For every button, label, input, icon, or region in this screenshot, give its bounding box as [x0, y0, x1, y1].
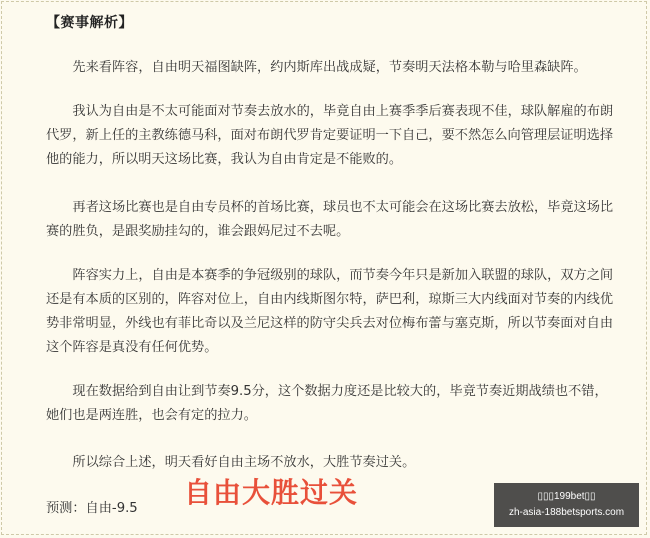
- paragraph-lineup: 先来看阵容，自由明天福图缺阵，约内斯库出战成疑，节奏明天法格本勒与哈里森缺阵。: [72, 60, 587, 75]
- watermark-url: zh-asia-188betsports.com: [508, 507, 625, 518]
- prediction-text: 预测：自由-9.5: [46, 501, 138, 516]
- paragraph-coach: 我认为自由是不太可能面对节奏去放水的，毕竟自由上赛季季后赛表现不佳，球队解雇的布朗代罗，新上任的主教练德马科，面对布朗代罗肯定要证明一下自己，要不然怎么向管理层证明选择他的能力，所以明天这场比赛，我认为自由肯定是不能败的。: [46, 104, 614, 167]
- paragraph-odds: 现在数据给到自由让到节奏9.5分，这个数据力度还是比较大的，毕竟节奏近期战绩也不错，她们也是两连胜，也会有定的拉力。: [46, 384, 608, 423]
- watermark-badge: [494, 483, 639, 527]
- highlight-verdict: 自由大胜过关: [184, 476, 359, 509]
- paragraph-strength: 阵容实力上，自由是本赛季的争冠级别的球队，而节奏今年只是新加入联盟的球队，双方之间还是有本质的区别的，阵容对位上，自由内线斯图尔特，萨巴利，琼斯三大内线面对节奏的内线优势非常明显，外线也有菲比奇以及兰尼这样的防守尖兵去对位梅布蕾与塞克斯，所以节奏面对自由这个阵容是真没有任何优势。: [46, 268, 614, 355]
- article-title: 【赛事解析】: [46, 15, 133, 31]
- watermark-brand: ▯▯▯199bet▯▯: [537, 491, 596, 502]
- paragraph-summary: 所以综合上述，明天看好自由主场不放水，大胜节奏过关。: [72, 455, 416, 470]
- paragraph-cup: 再者这场比赛也是自由专员杯的首场比赛，球员也不太可能会在这场比赛去放松，毕竟这场比赛的胜负，是跟奖励挂勾的，谁会跟妈尼过不去呢。: [46, 200, 614, 239]
